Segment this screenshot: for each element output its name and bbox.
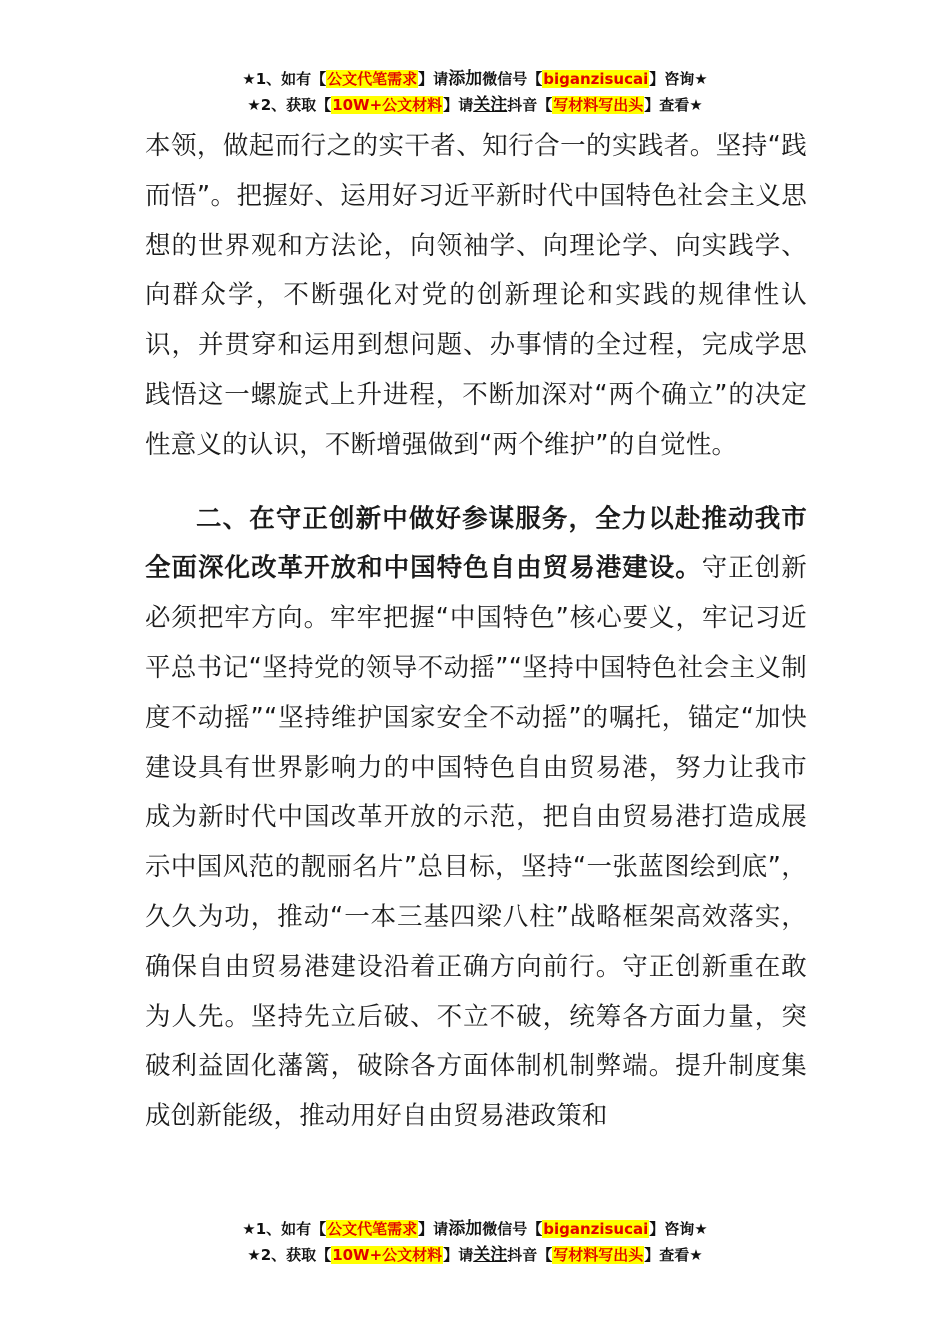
paragraph-2 xyxy=(145,495,807,1142)
banner-emphasis: 添加 xyxy=(448,1219,483,1239)
banner-text: 】查看 xyxy=(644,96,690,114)
banner-text: 】请 xyxy=(443,96,474,114)
header-banner-line-1 xyxy=(0,66,950,92)
header-banner-line-2 xyxy=(0,92,950,118)
star-icon: ★ xyxy=(694,70,708,88)
banner-text: 1、如有【 xyxy=(255,1220,327,1238)
highlight-wechat-id: biganzisucai xyxy=(543,70,649,88)
highlight-wechat-id: biganzisucai xyxy=(543,1220,649,1238)
highlight-douyin: 写材料写出头 xyxy=(553,1246,644,1264)
footer-banner-line-2 xyxy=(0,1242,950,1268)
star-icon: ★ xyxy=(247,1246,261,1264)
banner-text: 抖音【 xyxy=(507,96,553,114)
header-banner xyxy=(0,66,950,118)
banner-text: 】咨询 xyxy=(649,70,695,88)
star-icon: ★ xyxy=(247,96,261,114)
star-icon: ★ xyxy=(242,1220,256,1238)
banner-text: 】请 xyxy=(418,1220,449,1238)
footer-banner xyxy=(0,1216,950,1268)
paragraph-1: 本领，做起而行之的实干者、知行合一的实践者。坚持“践而悟”。把握好、运用好习近平新时代中国特色社会主义思想的世界观和方法论，向领袖学、向理论学、向实践学、向群众学，不断强化对党的创新理论和实践的规律性认识，并贯穿和运用到想问题、办事情的全过程，完成学思践悟这一螺旋式上升进程，不断加深对“两个确立”的决定性意义的认识，不断增强做到“两个维护”的自觉性。 xyxy=(145,131,807,460)
paragraph-2-body: 守正创新必须把牢方向。牢牢把握“中国特色”核心要义，牢记习近平总书记“坚持党的领导不动摇”“坚持中国特色社会主义制度不动摇”“坚持维护国家安全不动摇”的嘱托，锚定“加快建设具有世界影响力的中国特色自由贸易港，努力让我市成为新时代中国改革开放的示范，把自由贸易港打造成展示中国风范的靓丽名片”总目标，坚持“一张蓝图绘到底”，久久为功，推动“一本三基四梁八柱”战略框架高效落实，确保自由贸易港建设沿着正确方向前行。守正创新重在敢为人先。坚持先立后破、不立不破，统筹各方面力量，突破利益固化藩篱，破除各方面体制机制弊端。提升制度集成创新能级，推动用好自由贸易港政策和 xyxy=(145,553,807,1132)
banner-text: 抖音【 xyxy=(507,1246,553,1264)
banner-text: 】请 xyxy=(418,70,449,88)
banner-text: 】查看 xyxy=(644,1246,690,1264)
banner-emphasis: 关注 xyxy=(473,95,508,115)
highlight-materials: 10W+公文材料 xyxy=(332,1246,443,1264)
banner-text: 】咨询 xyxy=(649,1220,695,1238)
highlight-materials: 10W+公文材料 xyxy=(332,96,443,114)
footer-banner-line-1 xyxy=(0,1216,950,1242)
banner-text: 微信号【 xyxy=(482,70,543,88)
banner-text: 2、获取【 xyxy=(260,96,332,114)
highlight-douyin: 写材料写出头 xyxy=(553,96,644,114)
banner-text: 1、如有【 xyxy=(255,70,327,88)
star-icon: ★ xyxy=(242,70,256,88)
banner-text: 2、获取【 xyxy=(260,1246,332,1264)
star-icon: ★ xyxy=(689,1246,703,1264)
star-icon: ★ xyxy=(689,96,703,114)
section-heading: 二、在守正创新中做好参谋服务，全力以赴推动我市全面深化改革开放和中国特色自由贸易港建设。 xyxy=(145,503,807,584)
banner-emphasis: 关注 xyxy=(473,1245,508,1265)
document-body xyxy=(145,122,807,1142)
star-icon: ★ xyxy=(694,1220,708,1238)
highlight-service: 公文代笔需求 xyxy=(327,70,418,88)
banner-emphasis: 添加 xyxy=(448,69,483,89)
banner-text: 】请 xyxy=(443,1246,474,1264)
highlight-service: 公文代笔需求 xyxy=(327,1220,418,1238)
banner-text: 微信号【 xyxy=(482,1220,543,1238)
